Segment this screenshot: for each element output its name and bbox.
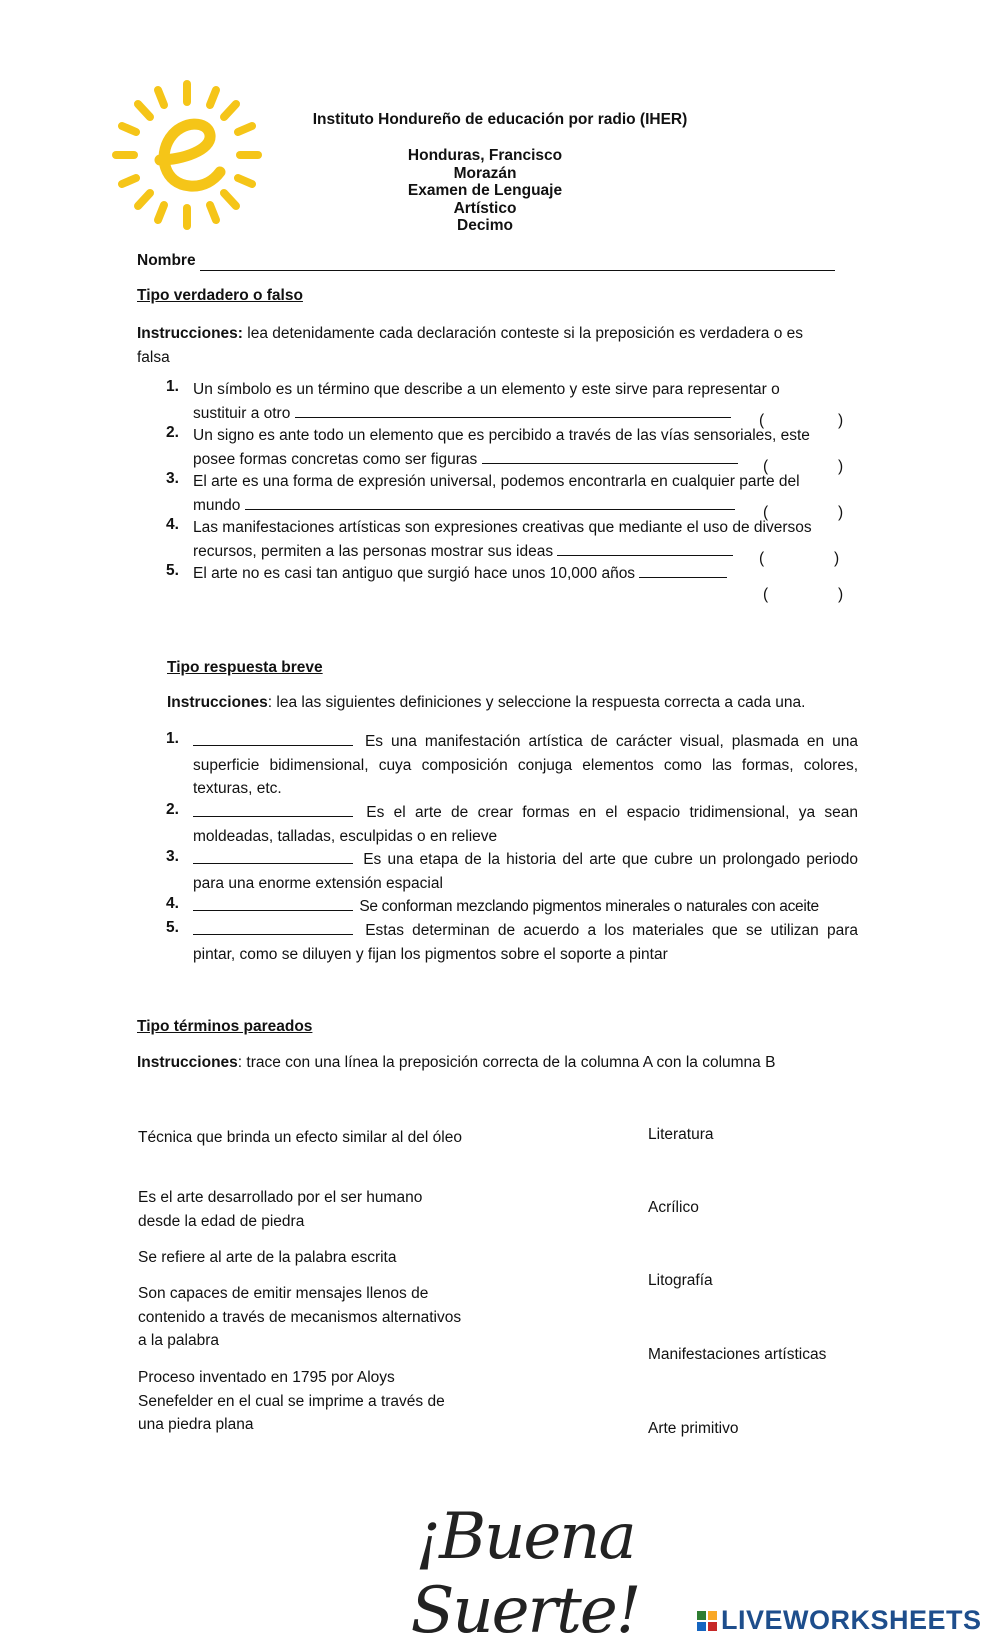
instructions-text: : lea las siguientes definiciones y seleccione la respuesta correcta a cada una. <box>267 694 806 711</box>
tf-item-4 <box>166 516 846 563</box>
item-number: 3. <box>166 470 179 487</box>
name-label: Nombre <box>137 252 196 269</box>
column-b-item-3[interactable]: Litografía <box>648 1272 713 1289</box>
section1-title: Tipo verdadero o falso <box>137 287 303 304</box>
item-text: Es el arte de crear formas en el espacio tridimensional, ya sean moldeadas, talladas, esculpidas o en relieve <box>193 804 858 845</box>
sun-logo <box>112 80 262 230</box>
paren-close: ) <box>834 550 840 567</box>
section3-instructions <box>137 1054 857 1072</box>
column-a-item-5[interactable]: Proceso inventado en 1795 por Aloys Senefelder en el cual se imprime a través de una piedra plana <box>138 1369 445 1433</box>
answer-blank[interactable] <box>639 563 727 578</box>
tf-item-2 <box>166 424 846 471</box>
column-a-item-3[interactable]: Se refiere al arte de la palabra escrita <box>138 1249 397 1266</box>
answer-blank[interactable] <box>193 849 353 864</box>
sa-item-4 <box>166 895 858 919</box>
item-text: Las manifestaciones artísticas son expresiones creativas que mediante el uso de diversos <box>193 519 812 536</box>
item-number: 3. <box>166 848 179 865</box>
item-text: recursos, permiten a las personas mostrar sus ideas <box>193 542 554 560</box>
paren-open: ( <box>763 504 769 521</box>
sa-item-2 <box>166 801 858 848</box>
instructions-text: : trace con una línea la preposición correcta de la columna A con la columna B <box>237 1054 776 1071</box>
item-number: 5. <box>166 562 179 579</box>
item-number: 1. <box>166 378 179 395</box>
good-luck-text: ¡Buena Suerte! <box>410 1500 640 1648</box>
answer-blank[interactable] <box>193 896 353 911</box>
brand-text: LIVEWORKSHEETS <box>721 1605 982 1635</box>
grade-title: Decimo <box>457 217 513 234</box>
column-a-item-2[interactable]: Es el arte desarrollado por el ser humano desde la edad de piedra <box>138 1189 423 1230</box>
item-text: Un signo es ante todo un elemento que es percibido a través de las vías sensoriales, este <box>193 427 810 444</box>
institute-title: Instituto Hondureño de educación por radio (IHER) <box>312 111 688 128</box>
paren-open: ( <box>763 586 769 603</box>
location-title: Honduras, Francisco Morazán <box>407 147 563 182</box>
item-text: Es una etapa de la historia del arte que cubre un prolongado periodo para una enorme extensión espacial <box>193 851 858 892</box>
column-b-item-2[interactable]: Acrílico <box>648 1199 699 1216</box>
column-b-item-1[interactable]: Literatura <box>648 1126 714 1143</box>
item-text: Es una manifestación artística de carácter visual, plasmada en una superficie bidimensional, cuya composición conjuga elementos como las formas, colores, texturas, etc. <box>193 733 858 797</box>
item-text: Se conforman mezclando pigmentos minerales o naturales con aceite <box>359 898 819 915</box>
answer-blank[interactable] <box>245 495 735 510</box>
item-number: 4. <box>166 516 179 533</box>
instructions-label: Instrucciones <box>137 1054 238 1071</box>
item-number: 5. <box>166 919 179 936</box>
item-number: 1. <box>166 730 179 747</box>
tf-item-1 <box>166 378 846 425</box>
paren-close: ) <box>838 586 844 603</box>
item-text: sustituir a otro <box>193 404 291 422</box>
liveworksheets-logo-icon <box>697 1611 717 1631</box>
sa-item-3 <box>166 848 858 895</box>
paren-open: ( <box>759 412 765 429</box>
paren-close: ) <box>838 504 844 521</box>
instructions-label: Instrucciones <box>167 694 268 711</box>
answer-blank[interactable] <box>295 403 731 418</box>
name-field[interactable] <box>200 270 835 271</box>
column-b-item-4[interactable]: Manifestaciones artísticas <box>648 1346 827 1363</box>
column-b-item-5[interactable]: Arte primitivo <box>648 1420 739 1437</box>
tf-item-3 <box>166 470 846 517</box>
answer-blank[interactable] <box>557 541 733 556</box>
column-a-item-4[interactable]: Son capaces de emitir mensajes llenos de contenido a través de mecanismos alternativos a la palabra <box>138 1285 462 1349</box>
section2-instructions <box>167 694 867 712</box>
section1-instructions <box>137 322 832 369</box>
liveworksheets-brand <box>697 1605 982 1636</box>
paren-open: ( <box>763 458 769 475</box>
tf-item-5 <box>166 562 846 586</box>
paren-close: ) <box>838 458 844 475</box>
item-number: 2. <box>166 801 179 818</box>
item-number: 2. <box>166 424 179 441</box>
answer-blank[interactable] <box>193 731 353 746</box>
exam-title: Examen de Lenguaje Artístico <box>407 182 563 217</box>
column-a-item-1[interactable]: Técnica que brinda un efecto similar al del óleo <box>138 1129 462 1146</box>
item-text: Estas determinan de acuerdo a los materiales que se utilizan para pintar, como se diluyen y fijan los pigmentos sobre el soporte a pintar <box>193 922 858 963</box>
section2-title: Tipo respuesta breve <box>167 659 323 676</box>
item-text: Un símbolo es un término que describe a un elemento y este sirve para representar o <box>193 381 780 398</box>
answer-blank[interactable] <box>193 802 353 817</box>
answer-blank[interactable] <box>193 920 353 935</box>
instructions-label: Instrucciones: <box>137 325 243 342</box>
paren-close: ) <box>838 412 844 429</box>
item-text: El arte no es casi tan antiguo que surgió hace unos 10,000 años <box>193 565 636 582</box>
item-text: posee formas concretas como ser figuras <box>193 450 478 468</box>
item-text: mundo <box>193 496 241 514</box>
sa-item-5 <box>166 919 858 966</box>
paren-open: ( <box>759 550 765 567</box>
answer-blank[interactable] <box>482 449 738 464</box>
section3-title: Tipo términos pareados <box>137 1018 313 1035</box>
sa-item-1 <box>166 730 858 801</box>
instructions-text: lea detenidamente cada declaración conteste si la preposición es verdadera o es falsa <box>137 325 804 366</box>
item-number: 4. <box>166 895 179 912</box>
item-text: El arte es una forma de expresión universal, podemos encontrarla en cualquier parte del <box>193 473 800 490</box>
